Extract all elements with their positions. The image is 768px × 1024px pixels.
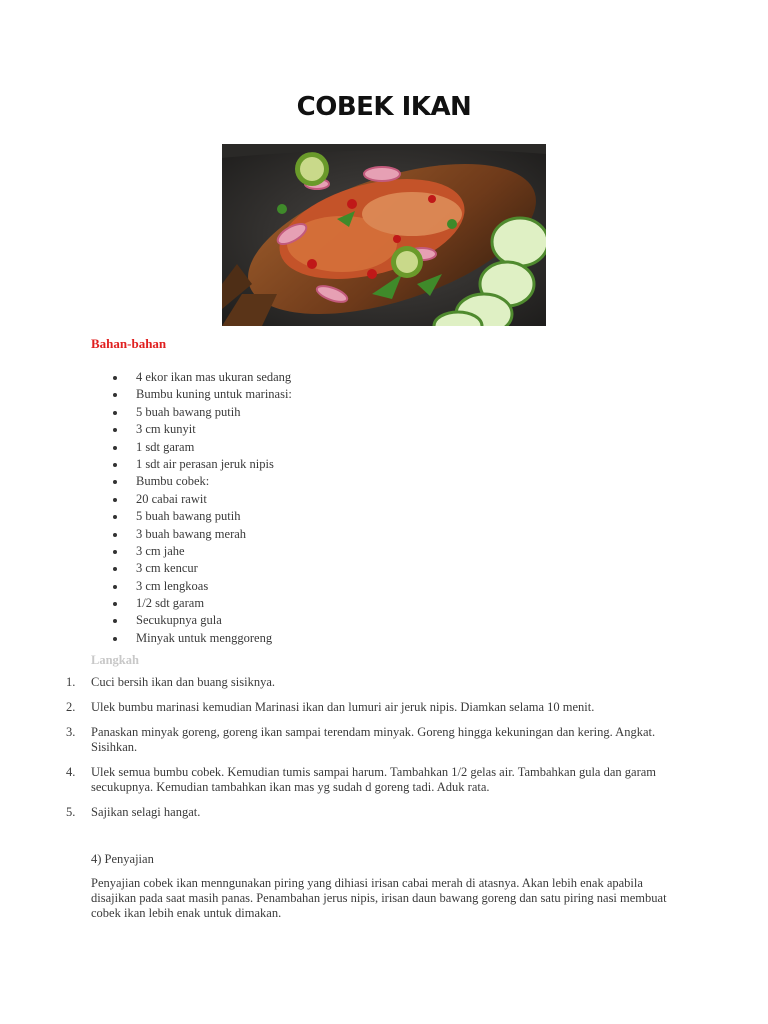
ingredient-item <box>110 439 292 456</box>
bullet-icon <box>113 428 117 432</box>
step-text: Ulek semua bumbu cobek. Kemudian tumis sampai harum. Tambahkan 1/2 gelas air. Tambahkan gula dan garam secukupnya. Kemudian tambahkan ikan mas yg sudah d goreng tadi. Aduk rata. <box>91 765 657 794</box>
ingredient-text: Secukupnya gula <box>136 613 222 628</box>
serving-heading: 4) Penyajian <box>91 852 154 866</box>
step-text: Cuci bersih ikan dan buang sisiknya. <box>91 675 275 689</box>
bullet-icon <box>113 376 117 380</box>
bullet-icon <box>113 533 117 537</box>
step-number: 5. <box>66 805 76 819</box>
bullet-icon <box>113 480 117 484</box>
ingredient-item <box>110 508 292 525</box>
ingredient-text: 3 buah bawang merah <box>136 526 247 541</box>
ingredient-text: Minyak untuk menggoreng <box>136 630 273 645</box>
ingredient-item <box>110 595 292 612</box>
bullet-icon <box>113 602 117 606</box>
step-number: 1. <box>66 675 76 689</box>
ingredient-item <box>110 578 292 595</box>
serving-paragraph: Penyajian cobek ikan menngunakan piring yang dihiasi irisan cabai merah di atasnya. Akan lebih enak apabila disajikan pada saat masih panas. Penambahan jerus nipis, irisan daun bawang goreng dan satu piring nasi membuat cobek ikan lebih enak untuk dimakan. <box>91 876 667 920</box>
ingredient-item <box>110 491 292 508</box>
step-item <box>66 765 676 795</box>
step-number: 2. <box>66 700 76 714</box>
bullet-icon <box>113 411 117 415</box>
steps-heading: Langkah <box>91 653 139 667</box>
ingredient-item <box>110 404 292 421</box>
ingredient-text: 1/2 sdt garam <box>136 596 205 611</box>
step-item <box>66 805 676 820</box>
bullet-icon <box>113 446 117 450</box>
ingredient-text: 3 cm jahe <box>136 543 185 558</box>
ingredient-text: 3 cm lengkoas <box>136 578 209 593</box>
ingredient-item <box>110 612 292 629</box>
step-item <box>66 700 676 715</box>
ingredient-text: 5 buah bawang putih <box>136 404 241 419</box>
ingredient-item <box>110 456 292 473</box>
ingredient-item <box>110 526 292 543</box>
ingredient-item <box>110 386 292 403</box>
step-item <box>66 675 676 690</box>
fish-dish-image <box>222 144 546 326</box>
ingredient-text: 4 ekor ikan mas ukuran sedang <box>136 370 292 384</box>
step-item <box>66 725 676 755</box>
bullet-icon <box>113 515 117 519</box>
ingredient-text: 5 buah bawang putih <box>136 509 241 524</box>
ingredient-text: 1 sdt garam <box>136 439 195 454</box>
ingredient-item <box>110 473 292 490</box>
ingredients-list <box>110 369 292 647</box>
bullet-icon <box>113 619 117 623</box>
bullet-icon <box>113 637 117 641</box>
page-title: COBEK IKAN <box>296 92 472 122</box>
bullet-icon <box>113 585 117 589</box>
step-number: 3. <box>66 725 76 739</box>
bullet-icon <box>113 393 117 397</box>
steps-list <box>66 675 676 830</box>
ingredient-text: 3 cm kencur <box>136 561 198 576</box>
bullet-icon <box>113 463 117 467</box>
ingredient-item <box>110 543 292 560</box>
ingredient-item <box>110 421 292 438</box>
ingredient-text: 1 sdt air perasan jeruk nipis <box>136 456 274 471</box>
dish-photo <box>222 144 546 326</box>
ingredients-heading: Bahan-bahan <box>91 336 167 351</box>
ingredient-item <box>110 630 292 647</box>
ingredient-text: Bumbu cobek: <box>136 474 210 489</box>
bullet-icon <box>113 550 117 554</box>
step-text: Panaskan minyak goreng, goreng ikan sampai terendam minyak. Goreng hingga kekuningan dan kering. Angkat. Sisihkan. <box>91 725 656 754</box>
step-text: Sajikan selagi hangat. <box>91 805 201 819</box>
bullet-icon <box>113 567 117 571</box>
step-text: Ulek bumbu marinasi kemudian Marinasi ikan dan lumuri air jeruk nipis. Diamkan selama 10 menit. <box>91 700 595 714</box>
bullet-icon <box>113 498 117 502</box>
ingredient-item <box>110 369 292 386</box>
ingredient-text: 3 cm kunyit <box>136 422 196 437</box>
ingredient-text: 20 cabai rawit <box>136 491 207 506</box>
ingredient-item <box>110 560 292 577</box>
step-number: 4. <box>66 765 76 779</box>
ingredient-text: Bumbu kuning untuk marinasi: <box>136 387 292 402</box>
